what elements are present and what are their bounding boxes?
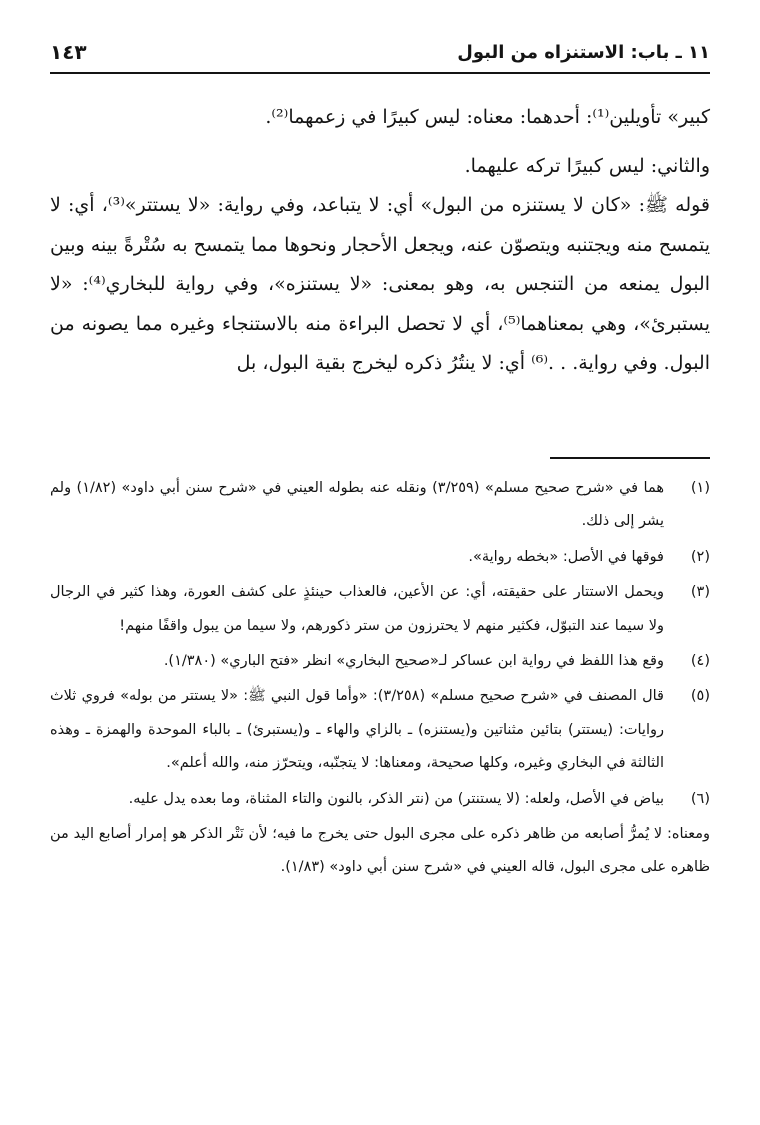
running-header (50, 34, 710, 74)
footnote-3 (50, 576, 710, 643)
footnote-number: (١) (690, 480, 710, 496)
footnote-number: (٤) (690, 653, 710, 670)
footnote-5 (50, 680, 710, 780)
page-number: ١٤٣ (50, 40, 87, 64)
footnote-1 (50, 472, 710, 539)
footnote-text: فوقها في الأصل: «بخطه رواية». (468, 548, 664, 565)
footnote-2 (50, 541, 710, 574)
footnote-text: ويحمل الاستتار على حقيقته، أي: عن الأعين، فالعذاب حينئذٍ على كشف العورة، وهذا كثير في الرجال ولا سيما عند التبوّل، فكثير منهم لا يحترزون من ستر ذكورهم، ولا سيما من يبول واقفًا منهم! (50, 584, 664, 634)
footnote-separator (550, 457, 710, 459)
paragraph-commentary: قوله ﷺ: «كان لا يستنزه من البول» أي: لا يتباعد، وفي رواية: «لا يستتر»⁽³⁾، أي: لا يتمسح منه ويجتنبه ويتصوّن عنه، ويجعل الأحجار ونحوها مما يتمسح به سُتْرةً بينه وبين البول يمنعه من التنجس به، وهو بمعنى: «لا يستنزه»، وفي رواية للبخاري⁽⁴⁾: «لا يستبرئ»، وهي بمعناهما⁽⁵⁾، أي لا تحصل البراءة منه بالاستنجاء وغيره مما يصونه من البول. وفي رواية. . .⁽⁶⁾ أي: لا ينتُرُ ذكره ليخرج بقية البول، بل (50, 194, 711, 374)
footnote-number: (٢) (690, 548, 710, 565)
footnote-number: (٦) (690, 790, 710, 807)
footnote-text: قال المصنف في «شرح صحيح مسلم» (٣/٢٥٨): «وأما قول النبي ﷺ: «لا يستتر من بوله» فروي ثلاث روايات: (يستتر) بتائين مثناتين و(يستنزه) ـ بالزاي والهاء ـ و(يستبرئ) ـ بالباء الموحدة والهمزة ـ وهذه الثالثة في البخاري وغيره، وكلها صحيحة، ومعناها: لا يتجنّبه، ويتحرّز منه، والله أعلم». (50, 688, 664, 772)
footnote-4 (50, 645, 710, 678)
footnote-number: (٥) (690, 688, 710, 705)
footnotes-section (50, 472, 710, 887)
footnote-continuation: ومعناه: لا يُمرُّ أصابعه من ظاهر ذكره على مجرى البول حتى يخرج ما فيه؛ لأن نَتْر الذكر هو إمرار أصابع اليد من ظاهره على مجرى البول، قاله العيني في «شرح سنن أبي داود» (١/٨٣). (50, 826, 710, 876)
footnote-text: وقع هذا اللفظ في رواية ابن عساكر لـ«صحيح البخاري» انظر «فتح الباري» (١/٣٨٠). (163, 653, 664, 670)
chapter-title: ١١ ـ باب: الاستنزاه من البول (457, 42, 710, 63)
footnote-text: هما في «شرح صحيح مسلم» (٣/٢٥٩) ونقله عنه بطوله العيني في «شرح سنن أبي داود» (١/٨٢) ولم يشر إلى ذلك. (50, 480, 664, 530)
footnote-6 (50, 783, 710, 816)
paragraph-opening: كبير» تأويلين⁽¹⁾: أحدهما: معناه: ليس كبيرًا في زعمهما⁽²⁾. (265, 106, 710, 128)
footnote-text: بياض في الأصل، ولعله: (لا يستنتر) من (نتر الذكر، بالنون والتاء المثناة، وما بعده يدل عليه. (128, 790, 664, 807)
paragraph-second: والثاني: ليس كبيرًا تركه عليهما. (464, 154, 710, 177)
footnote-number: (٣) (690, 584, 710, 601)
main-text (50, 98, 710, 384)
